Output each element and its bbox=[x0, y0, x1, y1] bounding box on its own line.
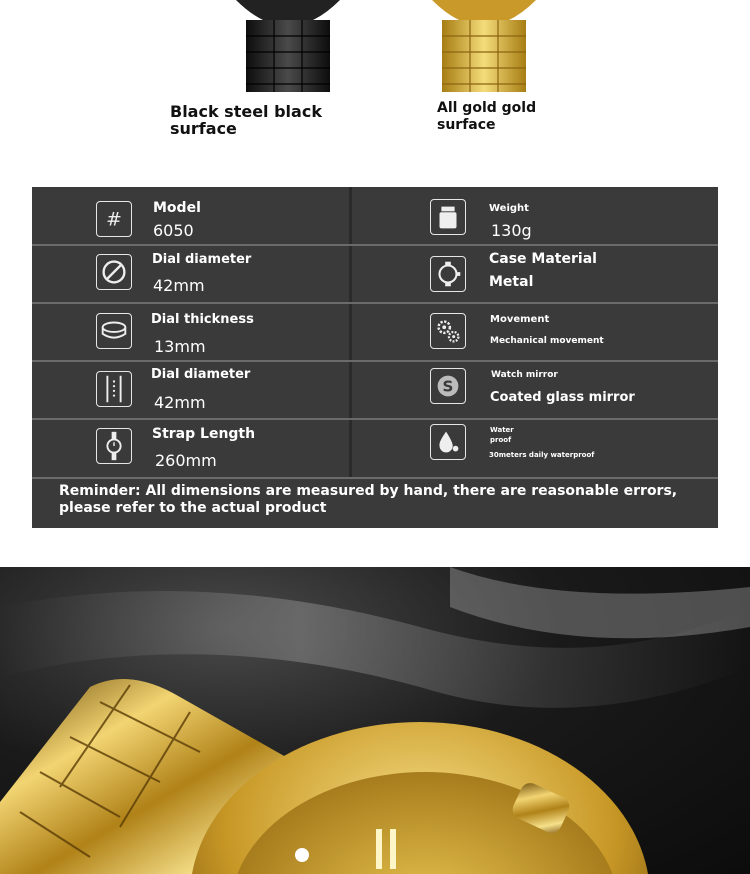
svg-text:S: S bbox=[442, 377, 454, 396]
spec-cell-strap-length bbox=[32, 420, 349, 476]
spec-value: Coated glass mirror bbox=[490, 390, 635, 405]
spec-row bbox=[32, 304, 718, 360]
thickness-icon bbox=[96, 313, 132, 349]
spec-cell-model bbox=[32, 187, 349, 243]
spec-label: Case Material bbox=[489, 251, 597, 267]
spec-value: 42mm bbox=[153, 276, 205, 295]
strap-icon bbox=[96, 371, 132, 407]
spec-cell-weight bbox=[352, 187, 718, 243]
spec-value: 6050 bbox=[153, 221, 194, 240]
spec-label: Movement bbox=[490, 314, 550, 325]
spec-cell-case-material bbox=[352, 246, 718, 302]
spec-cell-watch-mirror bbox=[352, 362, 718, 418]
variant-label-gold: All gold gold surface bbox=[437, 100, 537, 133]
spec-label: Strap Length bbox=[152, 426, 256, 442]
spec-row bbox=[32, 246, 718, 302]
water-drop-icon bbox=[430, 424, 466, 460]
spec-value: 30meters daily waterproof bbox=[489, 451, 595, 459]
spec-label: Watch mirror bbox=[491, 370, 558, 380]
spec-label: Model bbox=[153, 200, 201, 216]
diameter-icon bbox=[96, 254, 132, 290]
measurement-reminder: Reminder: All dimensions are measured by hand, there are reasonable errors, please refer to the actual product bbox=[59, 483, 678, 516]
spec-cell-strap-diameter bbox=[32, 362, 349, 418]
spec-value: 260mm bbox=[155, 451, 217, 470]
spec-cell-movement bbox=[352, 304, 718, 360]
spec-value: 13mm bbox=[154, 337, 206, 356]
spec-label: Water bbox=[490, 426, 514, 434]
spec-row bbox=[32, 187, 718, 243]
spec-label: Dial diameter bbox=[152, 252, 252, 267]
spec-value: Mechanical movement bbox=[490, 336, 604, 346]
spec-label: Dial diameter bbox=[151, 367, 251, 382]
wristwatch-icon bbox=[96, 428, 132, 464]
row-divider bbox=[32, 477, 718, 479]
spec-label: Dial thickness bbox=[151, 312, 254, 327]
spec-row bbox=[32, 420, 718, 476]
spec-table bbox=[32, 187, 718, 528]
black-steel-strap-image bbox=[232, 0, 344, 92]
gears-icon bbox=[430, 313, 466, 349]
gold-watch-hero-image bbox=[0, 567, 750, 874]
gold-steel-strap-image bbox=[428, 0, 540, 92]
spec-value: 130g bbox=[491, 221, 532, 240]
spec-label: proof bbox=[490, 436, 512, 444]
svg-text:#: # bbox=[106, 208, 122, 231]
spec-value: Metal bbox=[489, 274, 534, 290]
spec-value: 42mm bbox=[154, 393, 206, 412]
spec-cell-dial-thickness bbox=[32, 304, 349, 360]
variant-label-black: Black steel black surface bbox=[170, 102, 322, 138]
spec-cell-waterproof bbox=[352, 420, 718, 476]
spec-cell-dial-diameter bbox=[32, 246, 349, 302]
mirror-icon bbox=[430, 368, 466, 404]
spec-label: Weight bbox=[489, 203, 529, 214]
spec-row bbox=[32, 362, 718, 418]
watch-case-icon bbox=[430, 256, 466, 292]
hash-icon bbox=[96, 201, 132, 237]
weight-icon bbox=[430, 199, 466, 235]
